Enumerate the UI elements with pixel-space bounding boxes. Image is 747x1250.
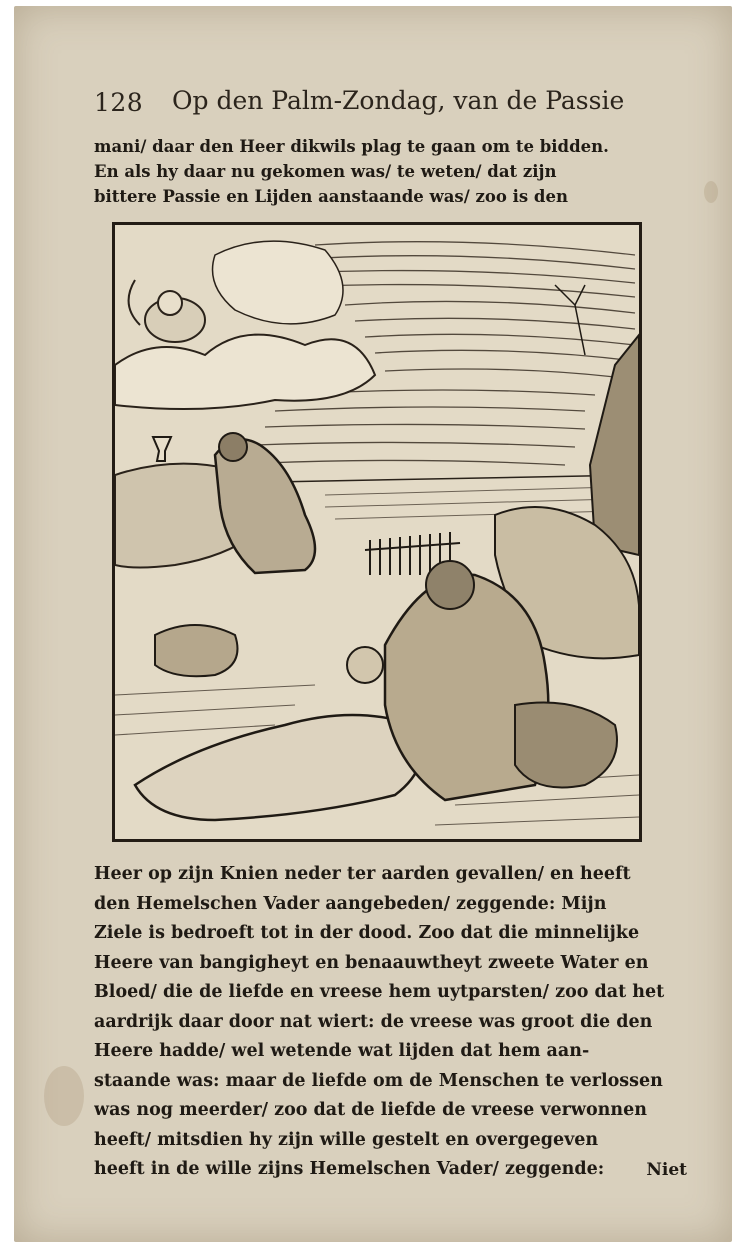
woodcut-illustration <box>112 222 642 842</box>
text-line: Bloed/ die de liefde en vreese hem uytparsten/ zoo dat het <box>94 982 665 1002</box>
paper-stain <box>44 1066 84 1126</box>
text-line: heeft in de wille zijns Hemelschen Vader/ zeggende: <box>94 1159 605 1179</box>
text-line: Heer op zijn Knien neder ter aarden gevallen/ en heeft <box>94 864 631 884</box>
paper-stain <box>704 181 718 203</box>
text-block-top <box>94 134 684 209</box>
text-line: Heere hadde/ wel wetende wat lijden dat hem aan- <box>94 1041 590 1061</box>
text-block-bottom <box>94 860 684 1185</box>
text-line: mani/ daar den Heer dikwils plag te gaan om te bidden. <box>94 137 609 156</box>
text-line: bittere Passie en Lijden aanstaande was/ zoo is den <box>94 187 568 206</box>
text-line: aardrijk daar door nat wiert: de vreese was groot die den <box>94 1011 653 1032</box>
catchword: Niet <box>646 1160 687 1180</box>
text-line: den Hemelschen Vader aangebeden/ zeggende: Mijn <box>94 893 607 914</box>
page-number: 128 <box>94 88 144 117</box>
angel-figure <box>129 280 205 342</box>
running-title: Op den Palm-Zondag, van de Passie <box>172 86 625 115</box>
woodcut-image <box>115 225 639 839</box>
text-line: staande was: maar de liefde om de Menschen te verlossen <box>94 1070 663 1091</box>
text-line: En als hy daar nu gekomen was/ te weten/ dat zijn <box>94 162 557 181</box>
text-line: was nog meerder/ zoo dat de liefde de vreese verwonnen <box>94 1100 647 1120</box>
praying-figure <box>215 433 315 573</box>
text-line: Ziele is bedroeft tot in der dood. Zoo dat die minnelijke <box>94 923 640 943</box>
text-line: heeft/ mitsdien hy zijn wille gestelt en overgegeven <box>94 1129 599 1150</box>
text-line: Heere van bangigheyt en benaauwtheyt zweete Water en <box>94 952 649 973</box>
